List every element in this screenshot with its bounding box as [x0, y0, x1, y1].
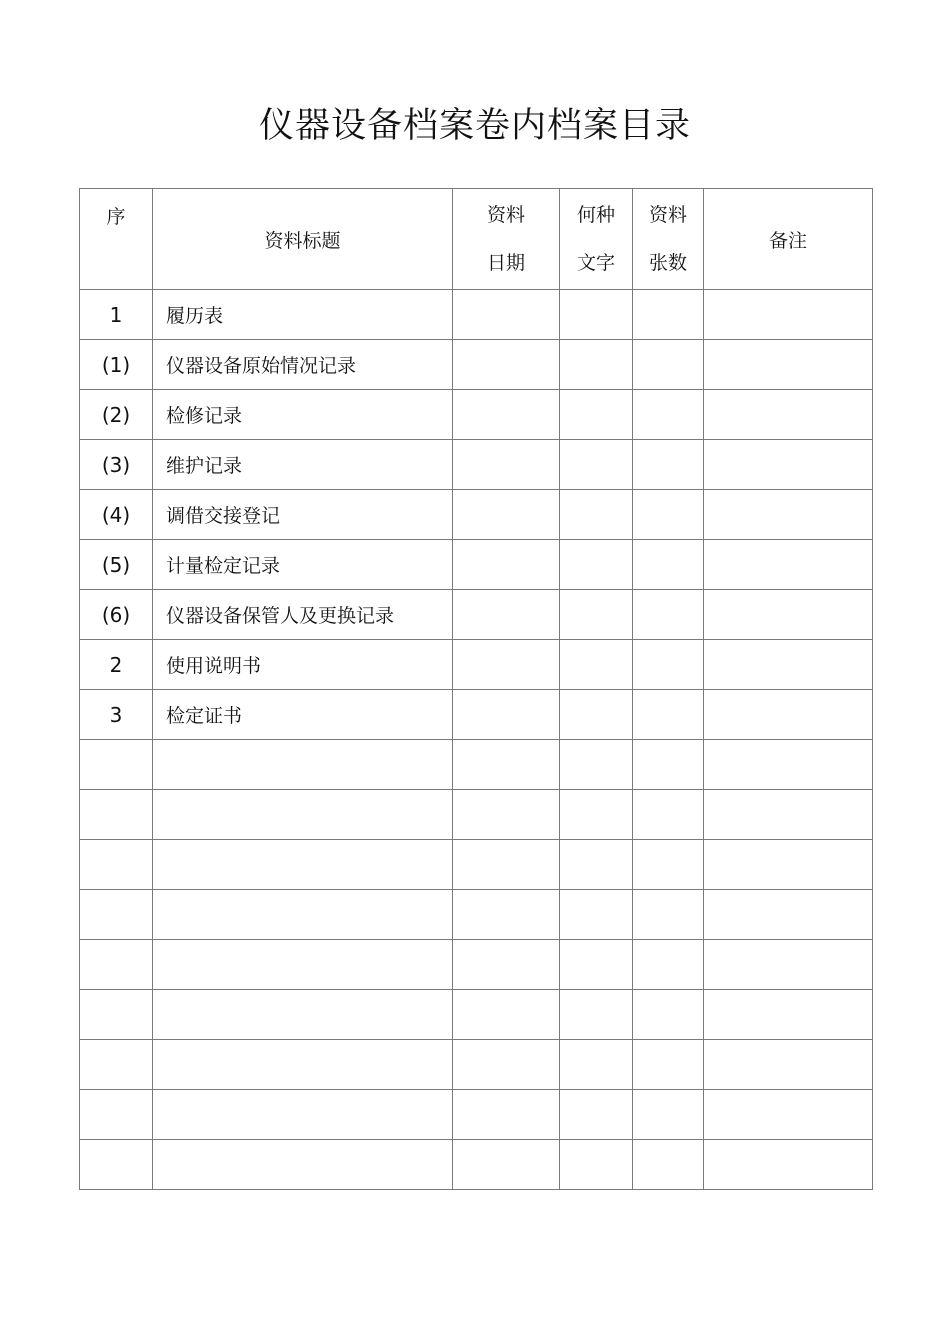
- table-row: [80, 690, 873, 740]
- table-row: [80, 590, 873, 640]
- cell-date: [453, 1140, 560, 1190]
- cell-language: [560, 490, 633, 540]
- table-row: [80, 940, 873, 990]
- cell-language: [560, 340, 633, 390]
- cell-doc-title: 计量检定记录: [153, 540, 453, 590]
- cell-page-count: [633, 890, 704, 940]
- cell-language: [560, 390, 633, 440]
- cell-page-count: [633, 990, 704, 1040]
- cell-seq: [80, 990, 153, 1040]
- cell-seq: 3: [80, 690, 153, 740]
- cell-seq: (6): [80, 590, 153, 640]
- cell-seq: [80, 1040, 153, 1090]
- cell-page-count: [633, 740, 704, 790]
- cell-page-count: [633, 790, 704, 840]
- cell-doc-title: [153, 840, 453, 890]
- cell-remark: [704, 840, 873, 890]
- cell-doc-title: 仪器设备保管人及更换记录: [153, 590, 453, 640]
- cell-page-count: [633, 690, 704, 740]
- cell-doc-title: 检修记录: [153, 390, 453, 440]
- cell-page-count: [633, 290, 704, 340]
- cell-language: [560, 990, 633, 1040]
- cell-remark: [704, 940, 873, 990]
- cell-language: [560, 890, 633, 940]
- cell-language: [560, 740, 633, 790]
- cell-date: [453, 440, 560, 490]
- cell-remark: [704, 790, 873, 840]
- header-doc-title: 资料标题: [153, 189, 453, 290]
- header-date: [453, 189, 560, 290]
- cell-seq: [80, 940, 153, 990]
- cell-doc-title: [153, 1140, 453, 1190]
- header-page-count-line1: 资料: [648, 204, 687, 226]
- table-row: [80, 340, 873, 390]
- cell-language: [560, 790, 633, 840]
- cell-doc-title: [153, 1090, 453, 1140]
- cell-date: [453, 1090, 560, 1140]
- header-page-count: [633, 189, 704, 290]
- cell-date: [453, 640, 560, 690]
- table-row: [80, 740, 873, 790]
- cell-doc-title: [153, 990, 453, 1040]
- table-row: [80, 990, 873, 1040]
- cell-page-count: [633, 1040, 704, 1090]
- cell-remark: [704, 590, 873, 640]
- cell-seq: 1: [80, 290, 153, 340]
- table-body: [80, 290, 873, 1190]
- header-language-line2: 文字: [576, 252, 615, 274]
- table-row: [80, 290, 873, 340]
- cell-doc-title: [153, 740, 453, 790]
- cell-language: [560, 1140, 633, 1190]
- header-page-count-line2: 张数: [648, 252, 687, 274]
- cell-language: [560, 590, 633, 640]
- cell-remark: [704, 440, 873, 490]
- table-row: [80, 490, 873, 540]
- cell-seq: (3): [80, 440, 153, 490]
- table-row: [80, 1040, 873, 1090]
- cell-remark: [704, 1090, 873, 1140]
- cell-date: [453, 540, 560, 590]
- cell-seq: [80, 1090, 153, 1140]
- cell-date: [453, 890, 560, 940]
- cell-seq: [80, 1140, 153, 1190]
- cell-language: [560, 840, 633, 890]
- table-row: [80, 1090, 873, 1140]
- header-seq: 序: [80, 189, 153, 290]
- cell-page-count: [633, 490, 704, 540]
- cell-date: [453, 390, 560, 440]
- cell-doc-title: [153, 1040, 453, 1090]
- table-row: [80, 390, 873, 440]
- cell-seq: (4): [80, 490, 153, 540]
- cell-page-count: [633, 390, 704, 440]
- cell-date: [453, 340, 560, 390]
- cell-date: [453, 740, 560, 790]
- cell-seq: [80, 840, 153, 890]
- cell-language: [560, 1090, 633, 1140]
- cell-page-count: [633, 840, 704, 890]
- cell-page-count: [633, 540, 704, 590]
- header-date-line2: 日期: [486, 252, 525, 274]
- cell-remark: [704, 490, 873, 540]
- cell-doc-title: [153, 940, 453, 990]
- cell-date: [453, 790, 560, 840]
- cell-seq: (1): [80, 340, 153, 390]
- cell-doc-title: 维护记录: [153, 440, 453, 490]
- cell-date: [453, 940, 560, 990]
- cell-page-count: [633, 940, 704, 990]
- cell-date: [453, 290, 560, 340]
- table-row: [80, 890, 873, 940]
- cell-language: [560, 1040, 633, 1090]
- cell-language: [560, 540, 633, 590]
- cell-seq: [80, 890, 153, 940]
- cell-remark: [704, 890, 873, 940]
- table-row: [80, 440, 873, 490]
- header-date-line1: 资料: [486, 204, 525, 226]
- cell-seq: 2: [80, 640, 153, 690]
- table-row: [80, 790, 873, 840]
- cell-seq: [80, 790, 153, 840]
- cell-seq: (5): [80, 540, 153, 590]
- cell-page-count: [633, 1090, 704, 1140]
- table-row: [80, 1140, 873, 1190]
- cell-doc-title: [153, 790, 453, 840]
- cell-doc-title: 履历表: [153, 290, 453, 340]
- cell-remark: [704, 1040, 873, 1090]
- cell-remark: [704, 290, 873, 340]
- cell-seq: (2): [80, 390, 153, 440]
- cell-remark: [704, 1140, 873, 1190]
- cell-date: [453, 490, 560, 540]
- cell-seq: [80, 740, 153, 790]
- cell-date: [453, 840, 560, 890]
- table-row: [80, 840, 873, 890]
- cell-language: [560, 290, 633, 340]
- cell-language: [560, 640, 633, 690]
- cell-doc-title: 检定证书: [153, 690, 453, 740]
- cell-doc-title: 调借交接登记: [153, 490, 453, 540]
- cell-remark: [704, 690, 873, 740]
- table-row: [80, 540, 873, 590]
- cell-page-count: [633, 590, 704, 640]
- cell-remark: [704, 740, 873, 790]
- cell-language: [560, 940, 633, 990]
- cell-remark: [704, 640, 873, 690]
- cell-page-count: [633, 440, 704, 490]
- page-title: 仪器设备档案卷内档案目录: [258, 106, 691, 146]
- header-remark: 备注: [704, 189, 873, 290]
- cell-remark: [704, 990, 873, 1040]
- header-language-line1: 何种: [576, 204, 615, 226]
- cell-date: [453, 1040, 560, 1090]
- table-header-row: [80, 189, 873, 290]
- cell-remark: [704, 340, 873, 390]
- cell-page-count: [633, 340, 704, 390]
- catalog-table: [79, 188, 873, 1190]
- cell-date: [453, 690, 560, 740]
- cell-date: [453, 990, 560, 1040]
- cell-page-count: [633, 640, 704, 690]
- cell-doc-title: 使用说明书: [153, 640, 453, 690]
- cell-remark: [704, 390, 873, 440]
- cell-remark: [704, 540, 873, 590]
- cell-language: [560, 440, 633, 490]
- cell-page-count: [633, 1140, 704, 1190]
- cell-language: [560, 690, 633, 740]
- header-language: [560, 189, 633, 290]
- cell-date: [453, 590, 560, 640]
- cell-doc-title: [153, 890, 453, 940]
- table-row: [80, 640, 873, 690]
- cell-doc-title: 仪器设备原始情况记录: [153, 340, 453, 390]
